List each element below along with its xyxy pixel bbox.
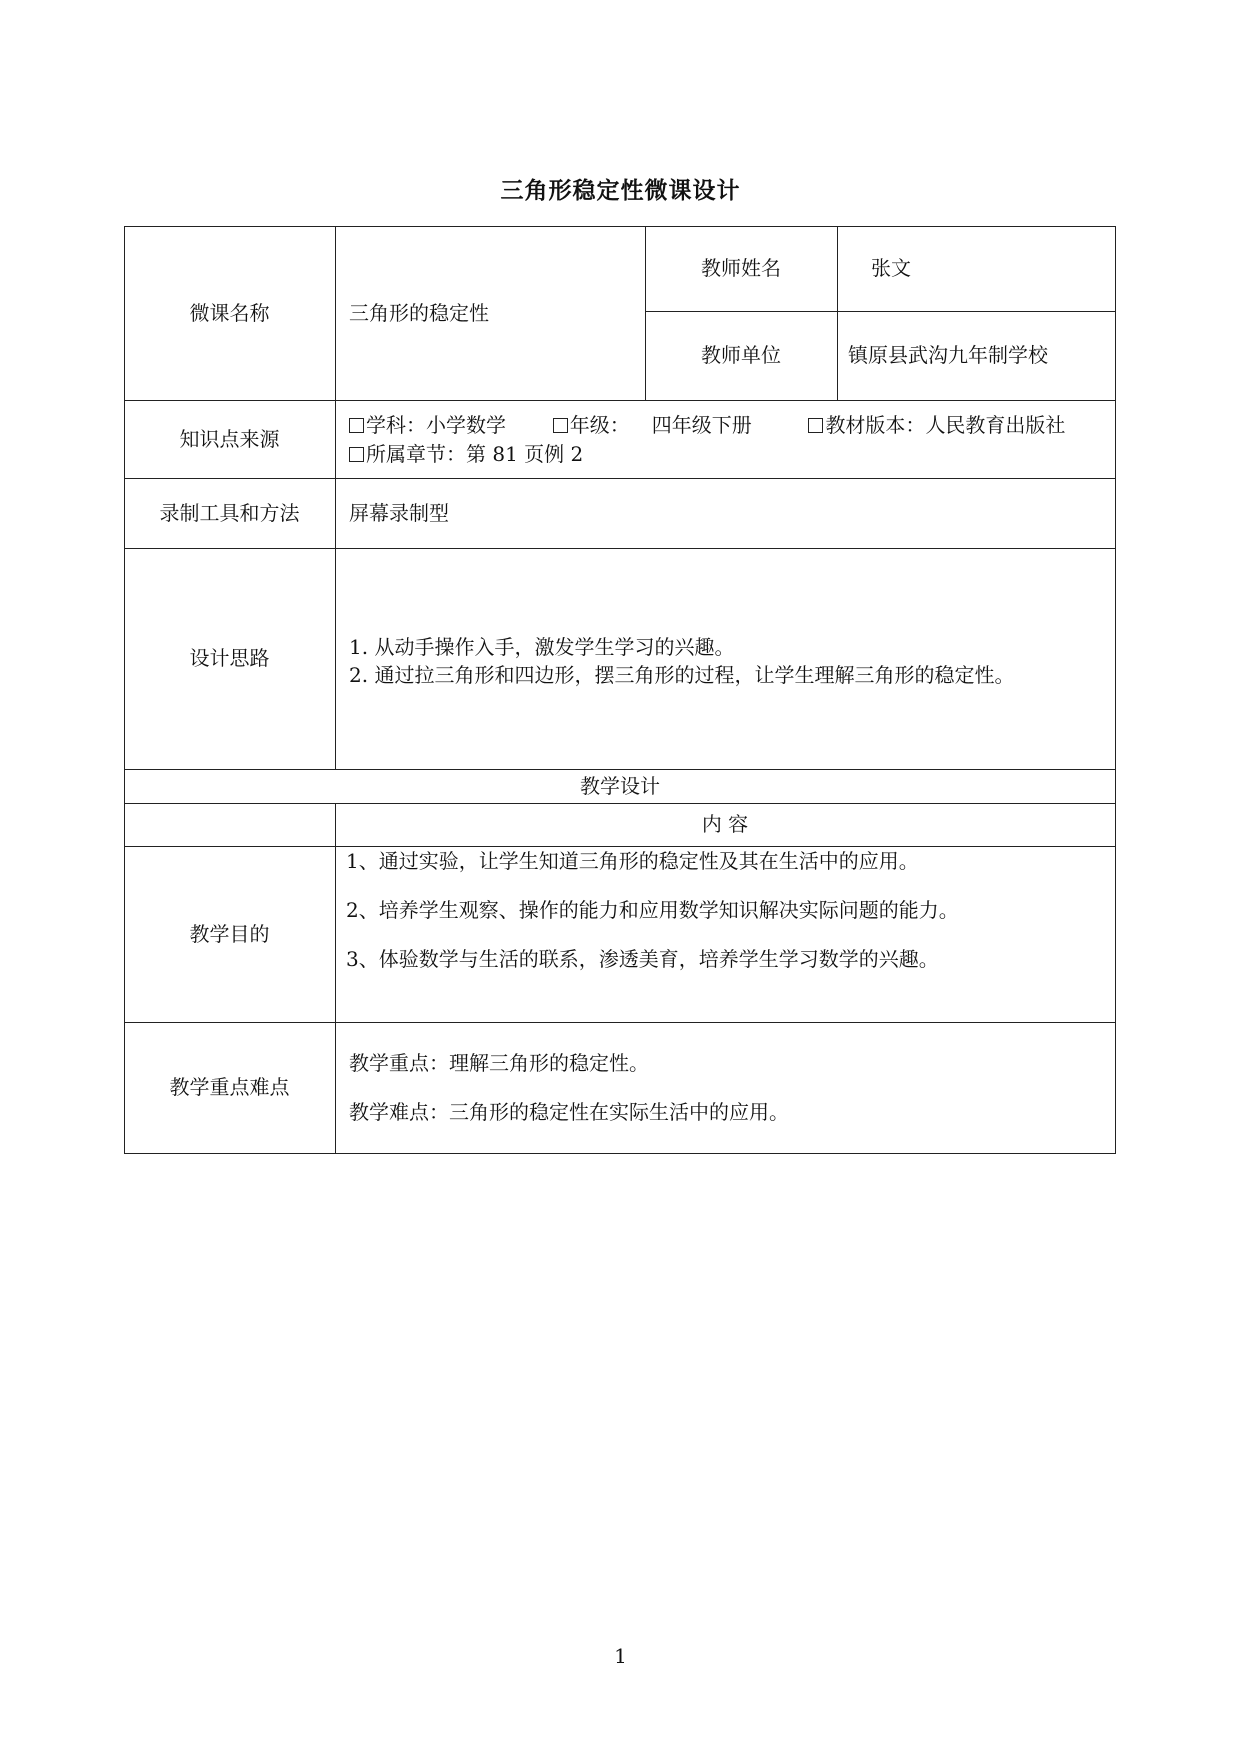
objective-line: 1、通过实验，让学生知道三角形的稳定性及其在生活中的应用。 [346,849,919,873]
edition-label: 教材版本： [825,413,926,437]
teacher-name-label: 教师姓名 [701,256,781,280]
key-points-label: 教学重点难点 [169,1075,290,1099]
key-points-content [335,1022,1115,1153]
tool-label: 录制工具和方法 [159,500,300,525]
table-border-bottom [124,1153,1116,1154]
design-line: 2. 通过拉三角形和四边形，摆三角形的过程，让学生理解三角形的稳定性。 [349,663,1015,687]
teacher-name-value: 张文 [871,256,911,280]
objective-line: 3、体验数学与生活的联系，渗透美育，培养学生学习数学的兴趣。 [346,947,939,971]
course-name-label: 微课名称 [189,300,270,325]
source-details [335,400,1115,478]
checkbox-icon [553,418,568,433]
subject-value: 小学数学 [426,413,506,437]
design-label: 设计思路 [189,646,270,670]
teacher-unit-label: 教师单位 [701,343,781,367]
design-line: 1. 从动手操作入手，激发学生学习的兴趣。 [349,635,735,659]
source-line-2 [349,440,1115,469]
teacher-unit-value: 镇原县武沟九年制学校 [848,343,1048,367]
page-number: 1 [614,1644,627,1668]
source-line-1 [349,411,1115,440]
objective-label: 教学目的 [189,921,270,946]
teaching-design-header: 教学设计 [580,773,660,798]
document-title: 三角形稳定性微课设计 [500,177,741,204]
checkbox-icon [349,447,364,462]
source-label: 知识点来源 [179,426,280,451]
content-header: 内 容 [701,812,749,836]
objective-line: 2、培养学生观察、操作的能力和应用数学知识解决实际问题的能力。 [346,898,959,922]
checkbox-icon [349,418,364,433]
table-border-right [1115,226,1116,1154]
checkbox-icon [808,418,823,433]
subject-label: 学科： [366,413,426,437]
objective-content [335,846,1115,1022]
chapter-value: 第 81 页例 2 [466,442,584,466]
edition-value: 人民教育出版社 [925,413,1066,437]
course-name-value: 三角形的稳定性 [349,300,489,325]
design-content [335,548,1115,769]
grade-value: 四年级下册 [651,413,752,437]
chapter-label: 所属章节： [366,442,466,466]
key-point-line: 教学难点：三角形的稳定性在实际生活中的应用。 [349,1100,789,1124]
tool-value: 屏幕录制型 [349,500,449,525]
key-point-line: 教学重点：理解三角形的稳定性。 [349,1051,649,1075]
grade-label: 年级： [569,413,630,437]
